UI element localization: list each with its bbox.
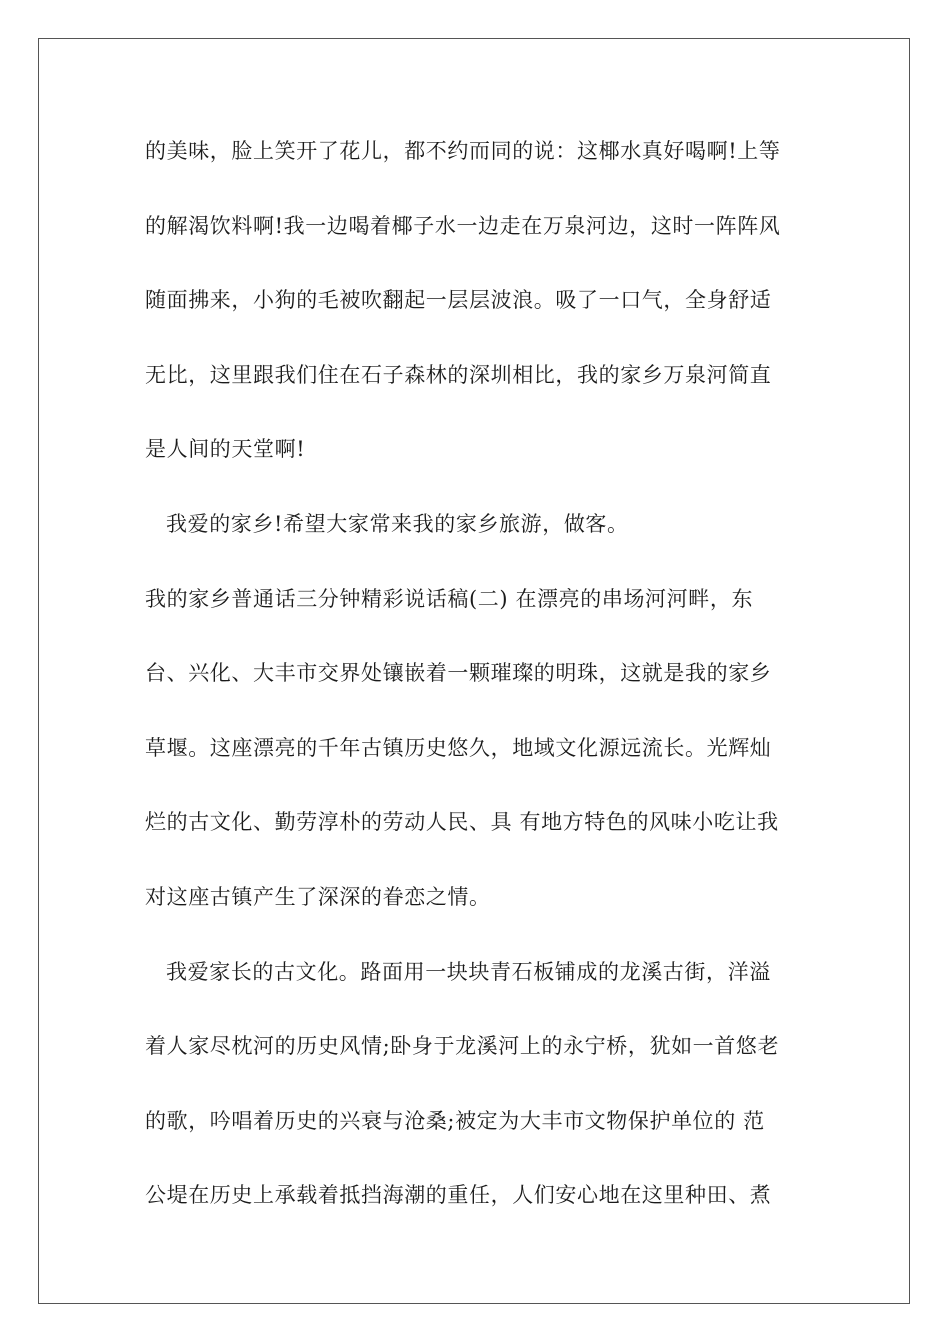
text-line: 的解渴饮料啊!我一边喝着椰子水一边走在万泉河边，这时一阵阵风 [145,213,781,238]
text-line: 草堰。这座漂亮的千年古镇历史悠久，地域文化源远流长。光辉灿 [145,735,772,760]
text-line: 着人家尽枕河的历史风情;卧身于龙溪河上的永宁桥，犹如一首悠老 [145,1034,780,1059]
text-line: 的美味，脸上笑开了花儿，都不约而同的说：这椰水真好喝啊!上等 [145,139,781,163]
text-line: 随面拂来，小狗的毛被吹翻起一层层波浪。吸了一口气，全身舒适 [145,288,772,313]
document-body [145,128,810,1247]
text-line: 是人间的天堂啊! [145,437,306,462]
text-line: 对这座古镇产生了深深的眷恋之情。 [145,884,491,909]
text-line: 无比，这里跟我们住在石子森林的深圳相比，我的家乡万泉河简直 [145,362,772,387]
text-line: 公堤在历史上承载着抵挡海潮的重任，人们安心地在这里种田、煮 [145,1183,772,1208]
text-line: 的歌，吟唱着历史的兴衰与沧桑;被定为大丰市文物保护单位的 范 [145,1108,765,1133]
text-line: 我爱的家乡!希望大家常来我的家乡旅游，做客。 [166,511,629,536]
text-line: 烂的古文化、勤劳淳朴的劳动人民、具 有地方特色的风味小吃让我 [145,810,779,835]
text-line: 我爱家长的古文化。路面用一块块青石板铺成的龙溪古街，洋溢 [166,959,771,984]
text-line: 台、兴化、大丰市交界处镶嵌着一颗璀璨的明珠，这就是我的家乡 [145,661,772,686]
section-heading-line: 我的家乡普通话三分钟精彩说话稿(二) 在漂亮的串场河河畔，东 [145,586,754,611]
